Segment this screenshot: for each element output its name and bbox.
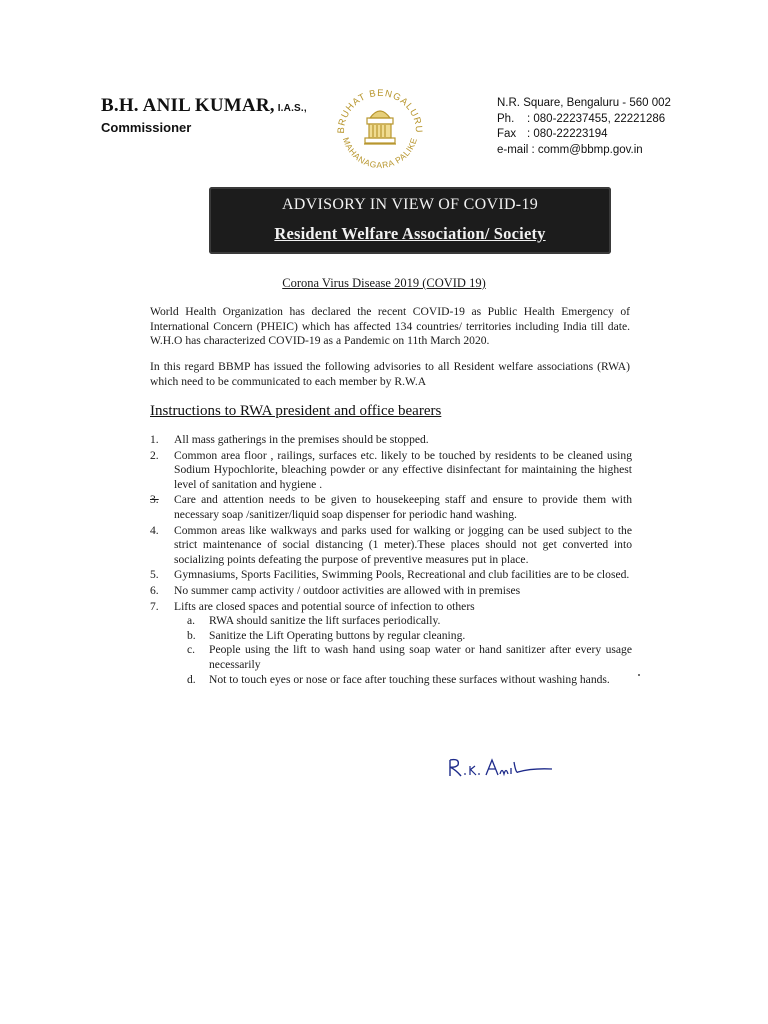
signature — [446, 752, 556, 780]
contact-block — [497, 96, 671, 158]
seal-emblem-icon — [364, 111, 396, 144]
sender-name-suffix: I.A.S., — [277, 103, 307, 114]
list-item: 5. Gymnasiums, Sports Facilities, Swimming Pools, Recreational and club facilities are to be closed. — [150, 568, 630, 582]
sub-list-item: b. Sanitize the Lift Operating buttons by regular cleaning. — [187, 628, 466, 642]
instruction-list — [150, 433, 632, 688]
bbmp-seal-logo — [330, 80, 430, 180]
advisory-paragraph: In this regard BBMP has issued the following advisories to all Resident welfare associations (RWA) which need to be communicated to each member by R.W.A — [150, 360, 630, 388]
list-item: 1. All mass gatherings in the premises should be stopped. — [150, 433, 429, 446]
banner-title: ADVISORY IN VIEW OF COVID-19 — [281, 196, 539, 213]
subject-line: Corona Virus Disease 2019 (COVID 19) — [282, 276, 486, 290]
contact-phone: Ph. : 080-22237455, 22221286 — [497, 112, 666, 125]
banner-subtitle: Resident Welfare Association/ Society — [274, 224, 546, 243]
sender-title: Commissioner — [101, 120, 192, 135]
seal-text-bottom: MAHANAGARA PALIKE — [340, 136, 420, 171]
seal-text-top: BRUHAT BENGALURU — [335, 87, 425, 134]
lift-sublist — [187, 614, 632, 687]
list-item: 6. No summer camp activity / outdoor activities are allowed with in premises — [150, 583, 521, 597]
sub-list-item: c. People using the lift to wash hand using soap water or hand sanitizer after every usage necessarily — [187, 643, 632, 671]
intro-paragraph: World Health Organization has declared the recent COVID-19 as Public Health Emergency of International Concern (PHEIC) which has affected 134 countries/ territories including India till date. W.H.O has characterized COVID-19 as a Pandemic on 11th March 2020. — [150, 305, 630, 348]
sender-name — [101, 95, 307, 117]
list-item: 7. Lifts are closed spaces and potential source of infection to others a. RWA should sanitize the lift surfaces periodically. b. Sanitize the Lift Operating buttons by regular cleaning. c. People using the lift to wash hand using soap water or hand sanitizer after every usage necessarily d. Not to touch eyes or nose or face after touching these surfaces without washing hands. — [150, 599, 632, 686]
contact-email: e-mail : comm@bbmp.gov.in — [497, 143, 643, 156]
list-item: 2. Common area floor , railings, surfaces etc. likely to be touched by residents to be cleaned using Sodium Hypochlorite, bleaching powder or any effective disinfectant for maintaining the highest level of sanitation and hygiene . — [150, 448, 632, 491]
sub-list-item: d. Not to touch eyes or nose or face after touching these surfaces without washing hands. — [187, 672, 610, 686]
contact-fax: Fax : 080-22223194 — [497, 128, 608, 140]
advisory-banner — [209, 187, 611, 254]
section-heading: Instructions to RWA president and office bearers — [150, 403, 442, 419]
list-item: 4. Common areas like walkways and parks used for walking or jogging can be used subject to the strict maintenance of social distancing (1 meter).These places should not get converted into socializing points defeating the purpose of preventive measures put in place. — [150, 523, 632, 566]
list-item: 3. Care and attention needs to be given to housekeeping staff and ensure to provide them with necessary soap /sanitizer/liquid soap dispenser for periodic hand washing. — [150, 493, 632, 521]
svg-text:MAHANAGARA PALIKE — [341, 136, 419, 170]
sender-name-text: B.H. ANIL KUMAR, — [101, 95, 275, 116]
scan-speck — [638, 674, 640, 676]
sub-list-item: a. RWA should sanitize the lift surfaces periodically. — [187, 614, 441, 628]
sender-block — [101, 95, 307, 135]
contact-address: N.R. Square, Bengaluru - 560 002 — [497, 97, 671, 109]
